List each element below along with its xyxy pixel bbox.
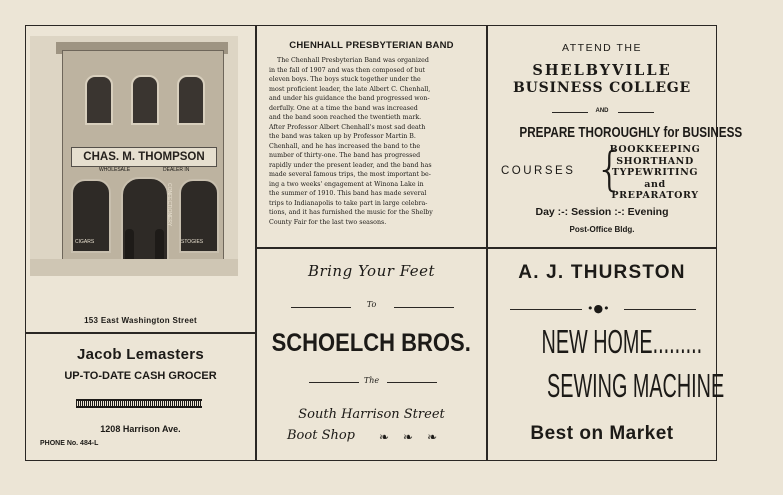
college-and: AND xyxy=(595,108,609,114)
college-prepare: PREPARE THOROUGHLY for BUSINESS xyxy=(519,124,743,141)
band-text-line: derfully. One at a time the band was increased xyxy=(269,104,418,112)
band-text-line: eleven boys. The boys stuck together under the xyxy=(269,76,421,83)
band-title: CHENHALL PRESBYTERIAN BAND xyxy=(289,40,454,51)
schoelch-line2: South Harrison Street xyxy=(298,407,445,422)
band-text-line: The Chenhall Presbyterian Band was organized xyxy=(277,57,429,64)
college-name-2: BUSINESS COLLEGE xyxy=(512,80,692,96)
thompson-address: 153 East Washington Street xyxy=(84,316,197,325)
band-text-line: Chenhall, and he has increased the band to the xyxy=(269,142,421,150)
thurston-rule-left xyxy=(510,309,582,310)
the-rule-right xyxy=(387,382,437,383)
college-prepare-wrap xyxy=(488,122,743,141)
thurston-name: A. J. THURSTON xyxy=(518,262,686,283)
schoelch-the: The xyxy=(363,376,380,385)
thompson-ad xyxy=(25,25,256,333)
sign-sub-right: DEALER IN xyxy=(163,167,190,173)
band-text-line: After Professor Albert Chenhall's most sad death xyxy=(269,123,426,131)
lemasters-ad xyxy=(25,333,256,461)
schoelch-line1: Bring Your Feet xyxy=(307,262,436,280)
schoelch-to: To xyxy=(366,300,377,309)
course-item: and xyxy=(644,178,666,190)
band-text-line: County Fair for the last two seasons. xyxy=(269,218,387,226)
schoelch-name: SCHOELCH BROS. xyxy=(271,329,472,357)
course-item: TYPEWRITING xyxy=(611,167,699,178)
band-text-line: and under his guidance the band progressed won- xyxy=(269,95,430,102)
band-text-line: ing a two weeks' engagement at Winona Lake in xyxy=(269,180,424,188)
college-name-1: SHELBYVILLE xyxy=(532,62,672,79)
schoelch-ad xyxy=(256,248,487,461)
thurston-dots-ornament-icon: •●• xyxy=(587,302,610,315)
lemasters-name: Jacob Lemasters xyxy=(76,346,205,363)
course-item: BOOKKEEPING xyxy=(609,144,701,155)
thurston-product1-wrap xyxy=(488,323,716,361)
thurston-product2-wrap xyxy=(488,367,725,405)
courses-brace: { xyxy=(595,142,625,196)
thurston-ad xyxy=(487,248,725,461)
schoelch-name-wrap xyxy=(257,329,486,358)
building-sign: CHAS. M. THOMPSON xyxy=(71,147,217,167)
college-ad xyxy=(487,25,743,248)
band-text-line: the band was taken up by Professor Martin B. xyxy=(269,133,416,140)
band-text-line: and the band soon reached the twentieth mark. xyxy=(269,114,422,121)
leaf-ornament-icon: ❧❧❧ xyxy=(379,430,452,444)
thurston-rule-right xyxy=(624,309,696,310)
sign-sub-left: WHOLESALE xyxy=(99,167,131,173)
lemasters-phone: PHONE No. 484-L xyxy=(40,440,99,447)
band-text-line: trips to Indianapolis to take part in large celebra- xyxy=(269,199,428,207)
band-text xyxy=(269,56,479,227)
thurston-product1: NEW HOME......... xyxy=(541,323,703,360)
lemasters-bar xyxy=(76,399,202,408)
upper-window xyxy=(85,75,113,125)
person-figure xyxy=(155,229,164,259)
schoelch-line3: Boot Shop xyxy=(287,428,355,443)
thurston-slogan: Best on Market xyxy=(530,423,674,444)
band-text-line: number of thirty-one. The band has progressed xyxy=(269,152,421,159)
building-facade xyxy=(62,50,224,260)
band-text-line: rapidly under the present leader, and the band has xyxy=(269,161,432,169)
thurston-product2: SEWING MACHINE xyxy=(547,367,725,404)
band-text-line: the summer of 1910. This band has made several xyxy=(269,190,427,197)
store-label-left: CIGARS xyxy=(75,239,95,245)
upper-window xyxy=(131,75,159,125)
band-text-line: most proficient leader, the late Albert C. Chenhall, xyxy=(269,85,431,93)
college-courses: COURSES xyxy=(501,165,576,177)
band-text-line: made several famous trips, the most important be- xyxy=(269,171,431,178)
street xyxy=(30,259,238,276)
course-item: PREPARATORY xyxy=(611,190,699,201)
college-sessions: Day :-: Session :-: Evening xyxy=(535,206,669,218)
college-attend: ATTEND THE xyxy=(562,42,642,54)
lemasters-tagline: UP-TO-DATE CASH GROCER xyxy=(64,370,217,382)
store-label-right: STOGIES xyxy=(181,239,204,245)
band-ad xyxy=(256,25,487,248)
vertical-sign: CONFECTIONERY xyxy=(166,183,172,227)
college-location: Post-Office Bldg. xyxy=(569,225,635,234)
band-text-line: tions, and it has furnished the music for the Shelby xyxy=(269,209,433,216)
course-item: SHORTHAND xyxy=(616,155,694,167)
band-text-line: in the fall of 1907 and was then composed of but xyxy=(269,66,426,74)
to-rule-right xyxy=(394,307,454,308)
lemasters-address: 1208 Harrison Ave. xyxy=(100,424,181,434)
course-list xyxy=(600,144,710,202)
upper-window xyxy=(177,75,205,125)
building-photo xyxy=(30,36,238,276)
person-figure xyxy=(125,229,134,259)
divider-right xyxy=(618,112,654,113)
